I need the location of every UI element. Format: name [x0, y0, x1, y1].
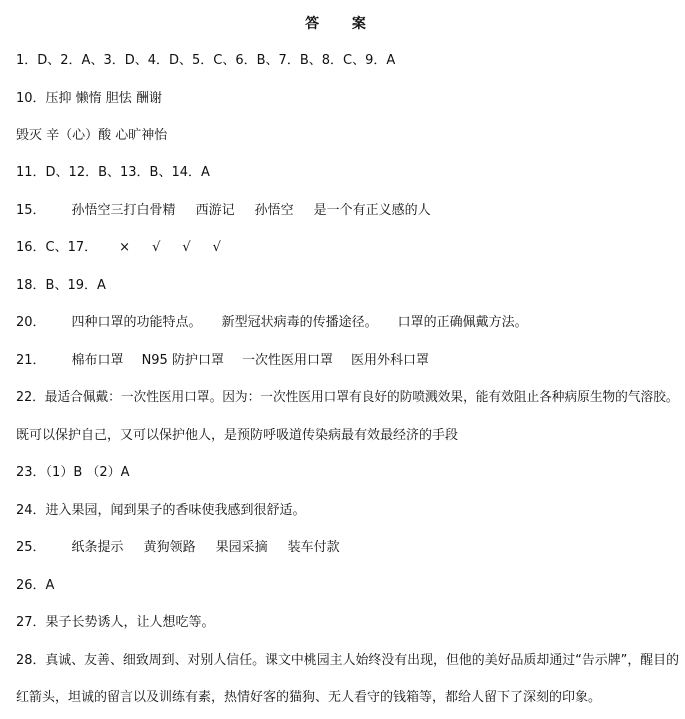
check-mark: √ [212, 240, 221, 255]
question-number: 16．C、17． [16, 240, 98, 255]
answer-text: 1．D、2．A、3．D、4．D、5．C、6．B、7．B、8．C、9．A [16, 53, 396, 68]
question-number: 21． [16, 353, 46, 368]
answer-line-22-cont [16, 427, 458, 445]
answer-item: 新型冠状病毒的传播途径。 [221, 315, 378, 330]
answer-item: 医用外科口罩 [350, 353, 429, 368]
answer-line-20 [16, 314, 528, 332]
answer-line-24 [16, 502, 306, 520]
answer-item: 一次性医用口罩 [241, 353, 333, 368]
answer-text: 28．真诚、友善、细致周到、对别人信任。课文中桃园主人始终没有出现，但他的美好品质却通过“告示牌”，醒目的 [16, 653, 680, 668]
answer-line-22 [16, 389, 679, 407]
check-mark: √ [152, 240, 161, 255]
answer-line-16-17 [16, 239, 221, 257]
answer-line-23 [16, 464, 130, 482]
answer-item: 口罩的正确佩戴方法。 [397, 315, 528, 330]
answer-item: 孙悟空三打白骨精 [71, 203, 176, 218]
answer-item: N95 防护口罩 [141, 353, 224, 368]
cross-mark: × [119, 240, 131, 255]
answer-text: 27．果子长势诱人，让人想吃等。 [16, 615, 215, 630]
answer-line-10-cont [16, 127, 167, 145]
answer-item: 孙悟空 [254, 203, 294, 218]
answer-line-15 [16, 202, 431, 220]
answer-item: 是一个有正义感的人 [313, 203, 431, 218]
answer-text: 毁灭 辛（心）酸 心旷神怡 [16, 128, 168, 143]
answer-line-28 [16, 652, 679, 670]
answer-item: 果园采摘 [215, 540, 268, 555]
answer-text: 红箭头，坦诚的留言以及训练有素，热情好客的猫狗、无人看守的钱箱等，都给人留下了深刻的印象。 [16, 690, 602, 705]
answer-line-18-19 [16, 277, 106, 295]
answer-item: 四种口罩的功能特点。 [71, 315, 202, 330]
answer-line-27 [16, 614, 215, 632]
answer-line-21 [16, 352, 429, 370]
answer-item: 装车付款 [287, 540, 340, 555]
check-mark: √ [182, 240, 191, 255]
answer-item: 黄狗领路 [143, 540, 196, 555]
answer-text: 18．B、19．A [16, 278, 106, 293]
answer-text: 26．A [16, 578, 55, 593]
answer-text: 11．D、12．B、13．B、14．A [16, 165, 210, 180]
answer-text: 22．最适合佩戴：一次性医用口罩。因为：一次性医用口罩有良好的防喷溅效果，能有效阻止各种病原生物的气溶胶。 [16, 390, 679, 405]
question-number: 25． [16, 540, 46, 555]
answer-line-25 [16, 539, 340, 557]
answer-text: 23．（1）B （2）A [16, 465, 130, 480]
answer-line-1-9 [16, 52, 395, 70]
answer-text: 既可以保护自己，又可以保护他人，是预防呼吸道传染病最有效最经济的手段 [16, 428, 459, 443]
answer-line-10 [16, 90, 162, 108]
answer-line-11-14 [16, 164, 210, 182]
answer-text: 24．进入果园，闻到果子的香味使我感到很舒适。 [16, 503, 306, 518]
answer-line-28-cont [16, 689, 601, 707]
answer-text: 10．压抑 懒惰 胆怯 酬谢 [16, 91, 162, 106]
answer-item: 棉布口罩 [71, 353, 124, 368]
question-number: 20． [16, 315, 46, 330]
answer-line-26 [16, 577, 54, 595]
question-number: 15． [16, 203, 46, 218]
answer-item: 西游记 [195, 203, 235, 218]
page-title: 答 案 [305, 16, 380, 32]
answer-item: 纸条提示 [71, 540, 124, 555]
